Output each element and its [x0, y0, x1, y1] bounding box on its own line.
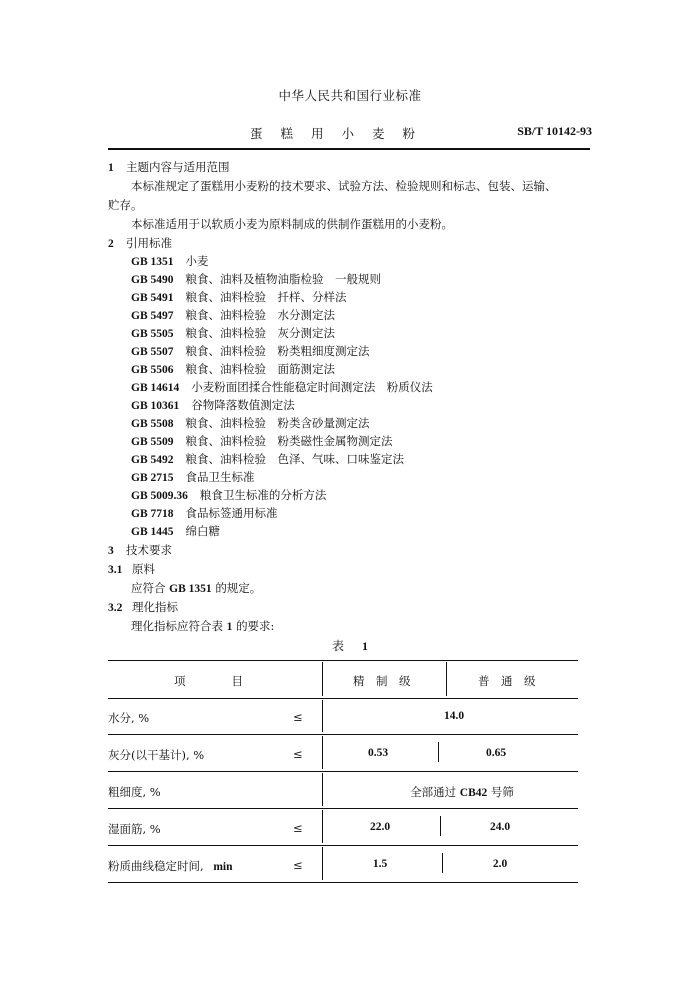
section-1-heading [108, 158, 230, 177]
row-stability-item [108, 858, 232, 874]
le-symbol: ≤ [293, 710, 303, 724]
header-normal-grade: 普 通 级 [478, 674, 536, 688]
row-stability-fine: 1.5 [372, 858, 388, 870]
section-3-2-heading [108, 598, 178, 617]
section-3-heading [108, 541, 172, 560]
row-ash-item: 灰分(以干基计), % [108, 748, 205, 762]
row-fineness-value [410, 784, 514, 800]
section-2-heading [108, 234, 172, 253]
section-number: 3.1 [108, 564, 123, 576]
table-rule [108, 660, 578, 661]
section-title: 主题内容与适用范围 [126, 160, 230, 174]
reference-code: GB 1445 [131, 526, 174, 538]
reference-item [131, 504, 278, 523]
reference-code: GB 5508 [131, 418, 174, 430]
table-caption-label: 表 [331, 639, 344, 653]
table-rule [108, 734, 578, 735]
column-divider [438, 742, 439, 762]
reference-title: 粮食、油料检验 扦样、分样法 [185, 290, 347, 304]
le-symbol: ≤ [293, 747, 303, 761]
text-fragment: 粉质曲线稳定时间, [108, 859, 204, 873]
paragraph-line: 本标准规定了蛋糕用小麦粉的技术要求、试验方法、检验规则和标志、包装、运输、 [131, 179, 557, 193]
standard-code: SB/T 10142-93 [517, 124, 592, 138]
section-number: 3.2 [108, 602, 123, 614]
reference-item [131, 252, 209, 271]
reference-item [131, 414, 370, 433]
publisher-heading: 中华人民共和国行业标准 [278, 88, 422, 103]
reference-title: 食品标签通用标准 [185, 506, 278, 520]
column-divider [322, 736, 323, 769]
reference-code: GB 5490 [131, 274, 174, 286]
standard-title: 蛋糕用小麦粉 [250, 126, 434, 141]
section-3-2-text [131, 617, 274, 636]
reference-item [131, 450, 404, 469]
reference-title: 小麦粉面团揉合性能稳定时间测定法 粉质仪法 [191, 380, 433, 394]
reference-code: GB 1351 [131, 256, 174, 268]
reference-title: 小麦 [185, 254, 209, 268]
reference-item [131, 306, 335, 325]
section-3-1-text [131, 579, 261, 598]
table-caption-number: 1 [362, 639, 368, 653]
paragraph-line: 本标准适用于以软质小麦为原料制成的供制作蛋糕用的小麦粉。 [131, 217, 453, 231]
reference-item [131, 342, 370, 361]
reference-item [131, 468, 255, 487]
column-divider [322, 773, 323, 806]
reference-item [131, 270, 381, 289]
reference-item [131, 486, 326, 505]
reference-title: 绵白糖 [185, 524, 220, 538]
text-fragment: 的规定。 [215, 581, 262, 595]
text-fragment: 号筛 [490, 785, 514, 799]
reference-item [131, 360, 335, 379]
le-symbol: ≤ [293, 858, 303, 872]
reference-code: GB 5491 [131, 292, 174, 304]
sieve-code: CB42 [459, 787, 488, 799]
reference-code: GB 2715 [131, 472, 174, 484]
reference-title: 粮食、油料检验 灰分测定法 [185, 326, 335, 340]
row-wet-gluten-fine: 22.0 [369, 821, 391, 833]
standard-reference: GB 1351 [169, 583, 212, 595]
table-caption [0, 637, 700, 654]
section-title: 引用标准 [126, 236, 172, 250]
reference-code: GB 10361 [131, 400, 180, 412]
reference-item [131, 378, 433, 397]
reference-item [131, 432, 393, 451]
reference-code: GB 7718 [131, 508, 174, 520]
reference-code: GB 5492 [131, 454, 174, 466]
reference-item [131, 288, 347, 307]
header-item: 项 目 [174, 674, 243, 688]
column-divider [322, 700, 323, 732]
reference-code: GB 5507 [131, 346, 174, 358]
section-number: 3 [108, 545, 114, 557]
reference-title: 粮食、油料检验 粉类磁性金属物测定法 [185, 434, 393, 448]
reference-item [131, 396, 295, 415]
reference-title: 粮食、油料检验 面筋测定法 [185, 362, 335, 376]
paragraph-line: 贮存。 [108, 198, 143, 212]
unit: min [213, 861, 233, 873]
section-number: 2 [108, 238, 114, 250]
column-divider [442, 853, 443, 873]
row-ash-fine: 0.53 [367, 747, 389, 759]
reference-item [131, 324, 335, 343]
text-fragment: 的要求: [236, 619, 275, 633]
reference-code: GB 14614 [131, 382, 180, 394]
text-fragment: 应符合 [131, 581, 166, 595]
reference-title: 粮食卫生标准的分析方法 [199, 488, 327, 502]
section-number: 1 [108, 162, 114, 174]
reference-code: GB 5505 [131, 328, 174, 340]
header-rule [108, 148, 590, 150]
reference-title: 粮食、油料检验 水分测定法 [185, 308, 335, 322]
table-rule [108, 845, 578, 846]
row-wet-gluten-normal: 24.0 [489, 821, 511, 833]
section-title: 原料 [132, 562, 155, 576]
table-rule [108, 808, 578, 809]
le-symbol: ≤ [293, 821, 303, 835]
row-wet-gluten-item: 湿面筋, % [108, 822, 161, 836]
reference-title: 粮食、油料及植物油脂检验 一般规则 [185, 272, 381, 286]
table-rule [108, 771, 578, 772]
section-title: 技术要求 [126, 543, 172, 557]
header-fine-grade: 精 制 级 [353, 674, 411, 688]
section-title: 理化指标 [132, 600, 178, 614]
column-divider [322, 662, 323, 696]
standard-title-row [0, 124, 700, 144]
reference-code: GB 5009.36 [131, 490, 188, 502]
text-fragment: 全部通过 [410, 785, 457, 799]
row-ash-normal: 0.65 [485, 747, 507, 759]
column-divider [322, 847, 323, 880]
text-fragment: 理化指标应符合表 [131, 619, 223, 633]
row-stability-normal: 2.0 [492, 858, 508, 870]
reference-code: GB 5509 [131, 436, 174, 448]
column-divider [322, 810, 323, 843]
row-moisture-item: 水分, % [108, 711, 150, 725]
table-rule [108, 882, 578, 883]
column-divider [440, 816, 441, 836]
row-moisture-value: 14.0 [443, 710, 465, 722]
row-fineness-item: 粗细度, % [108, 785, 161, 799]
reference-title: 粮食、油料检验 粉类含砂量测定法 [185, 416, 370, 430]
table-reference: 1 [226, 621, 233, 633]
table-rule [108, 698, 578, 699]
reference-title: 食品卫生标准 [185, 470, 255, 484]
reference-code: GB 5497 [131, 310, 174, 322]
reference-title: 粮食、油料检验 粉类粗细度测定法 [185, 344, 370, 358]
column-divider [446, 662, 447, 696]
reference-title: 谷物降落数值测定法 [191, 398, 295, 412]
section-3-1-heading [108, 560, 155, 579]
reference-item [131, 522, 220, 541]
reference-code: GB 5506 [131, 364, 174, 376]
reference-title: 粮食、油料检验 色泽、气味、口味鉴定法 [185, 452, 404, 466]
